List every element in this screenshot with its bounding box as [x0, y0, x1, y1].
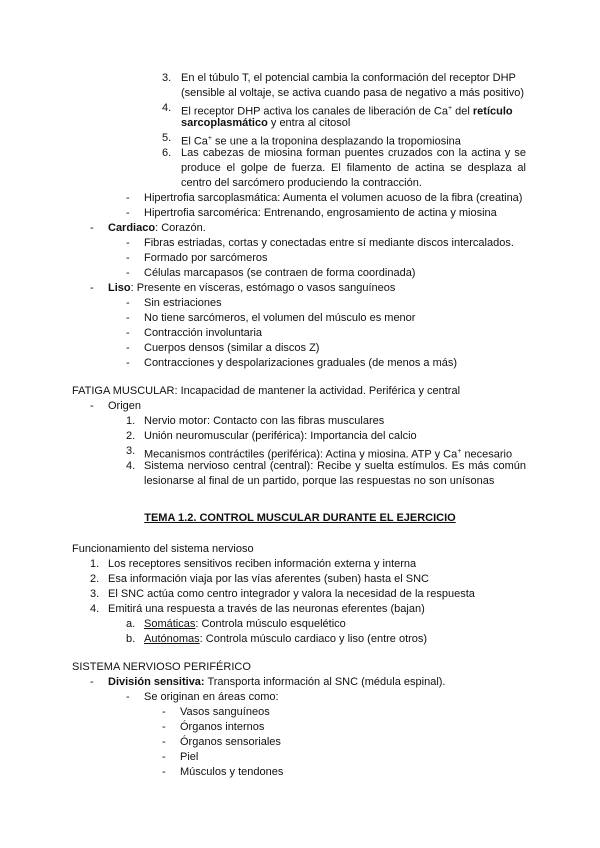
bullet-text: Liso: Presente en vísceras, estómago o vasos sanguíneos — [108, 282, 396, 294]
step-4-line-2 — [0, 116, 600, 131]
list-item — [0, 311, 600, 326]
list-number: 2. — [126, 430, 136, 442]
item-text: Unión neuromuscular (periférica): Importancia del calcio — [144, 430, 417, 442]
origen-item — [0, 399, 600, 414]
section-heading: Funcionamiento del sistema nervioso — [72, 543, 254, 555]
list-number: 3. — [126, 445, 136, 457]
bullet-text: División sensitiva: Transporta información al SNC (médula espinal). — [108, 676, 446, 688]
list-item-continuation — [0, 474, 600, 489]
cardiaco-heading — [0, 221, 600, 236]
bullet-dash: - — [126, 327, 130, 339]
section-heading: FATIGA MUSCULAR: Incapacidad de mantener la actividad. Periférica y central — [72, 385, 461, 397]
list-item — [0, 705, 600, 720]
hipertrofia-2 — [0, 206, 600, 221]
step-text: El Ca+ se une a la troponina desplazando la tropomiosina — [181, 135, 461, 148]
item-text: lesionarse al final de un partido, porque las respuestas no son unísonas — [144, 475, 495, 487]
list-item — [0, 444, 600, 459]
page-title: TEMA 1.2. CONTROL MUSCULAR DURANTE EL EJERCICIO — [144, 512, 456, 524]
bullet-dash: - — [162, 721, 166, 733]
bullet-dash: - — [126, 312, 130, 324]
list-item — [0, 429, 600, 444]
bullet-text: Hipertrofia sarcoplasmática: Aumenta el volumen acuoso de la fibra (creatina) — [144, 192, 523, 204]
bullet-text: Cardiaco: Corazón. — [108, 222, 206, 234]
step-6-line-2 — [0, 161, 600, 176]
step-4-line-1 — [0, 101, 600, 116]
list-item — [0, 356, 600, 371]
bullet-dash: - — [126, 207, 130, 219]
list-letter: a. — [126, 618, 136, 630]
bullet-text: Contracciones y despolarizaciones graduales (de menos a más) — [144, 357, 458, 369]
bullet-text: Vasos sanguíneos — [180, 706, 270, 718]
bullet-dash: - — [126, 357, 130, 369]
fatiga-heading — [0, 384, 600, 399]
list-item — [0, 765, 600, 780]
list-item — [0, 251, 600, 266]
sub-item-b — [0, 632, 600, 647]
bullet-text: Órganos sensoriales — [180, 736, 281, 748]
bullet-text: No tiene sarcómeros, el volumen del músculo es menor — [144, 312, 416, 324]
sub-item-a — [0, 617, 600, 632]
list-number: 1. — [90, 558, 100, 570]
list-item — [0, 735, 600, 750]
item-text: Los receptores sensitivos reciben información externa y interna — [108, 558, 417, 570]
step-text: produce el golpe de fuerza. El filamento de actina se desplaza al — [181, 162, 526, 174]
list-item — [0, 414, 600, 429]
bullet-dash: - — [126, 237, 130, 249]
bullet-dash: - — [162, 706, 166, 718]
item-text: El SNC actúa como centro integrador y valora la necesidad de la respuesta — [108, 588, 475, 600]
bullet-text: Contracción involuntaria — [144, 327, 263, 339]
step-text: sarcoplasmático y entra al citosol — [181, 117, 351, 129]
list-item — [0, 266, 600, 281]
hipertrofia-1 — [0, 191, 600, 206]
bullet-text: Piel — [180, 751, 199, 763]
list-item — [0, 572, 600, 587]
step-text: Las cabezas de miosina forman puentes cruzados con la actina y se — [181, 147, 526, 159]
item-text: Mecanismos contráctiles (periférica): Actina y miosina. ATP y Ca+ necesario — [144, 448, 513, 461]
step-6-line-1 — [0, 146, 600, 161]
bullet-dash: - — [162, 766, 166, 778]
list-item — [0, 720, 600, 735]
list-item — [0, 236, 600, 251]
step-6-line-3 — [0, 176, 600, 191]
list-item — [0, 296, 600, 311]
division-sensitiva — [0, 675, 600, 690]
bullet-text: Células marcapasos (se contraen de forma coordinada) — [144, 267, 416, 279]
step-3-line-2 — [0, 86, 600, 101]
item-text: Nervio motor: Contacto con las fibras musculares — [144, 415, 385, 427]
bullet-dash: - — [126, 267, 130, 279]
step-text: En el túbulo T, el potencial cambia la conformación del receptor DHP — [181, 72, 516, 84]
item-text: Esa información viaja por las vías aferentes (suben) hasta el SNC — [108, 573, 429, 585]
bullet-text: Hipertrofia sarcomérica: Entrenando, engrosamiento de actina y miosina — [144, 207, 497, 219]
bullet-text: Sin estriaciones — [144, 297, 222, 309]
item-text: Somáticas: Controla músculo esquelético — [144, 618, 346, 630]
bullet-dash: - — [90, 222, 94, 234]
bullet-text: Cuerpos densos (similar a discos Z) — [144, 342, 320, 354]
section-heading: SISTEMA NERVIOSO PERIFÉRICO — [72, 661, 251, 673]
list-item — [0, 557, 600, 572]
step-text: (sensible al voltaje, se activa cuando pasa de negativo a más positivo) — [181, 87, 525, 99]
bullet-dash: - — [126, 297, 130, 309]
bullet-dash: - — [90, 400, 94, 412]
list-number: 1. — [126, 415, 136, 427]
step-5 — [0, 131, 600, 146]
bullet-text: Se originan en áreas como: — [144, 691, 279, 703]
bullet-dash: - — [126, 691, 130, 703]
list-number: 3. — [90, 588, 100, 600]
step-text: El receptor DHP activa los canales de liberación de Ca+ del retículo — [181, 105, 513, 118]
list-item — [0, 587, 600, 602]
list-number: 4. — [90, 603, 100, 615]
funcionamiento-heading — [0, 542, 600, 557]
liso-heading — [0, 281, 600, 296]
list-number: 3. — [162, 72, 172, 84]
list-item — [0, 750, 600, 765]
bullet-dash: - — [126, 252, 130, 264]
item-text: Sistema nervioso central (central): Recibe y suelta estímulos. Es más común — [144, 460, 526, 472]
bullet-dash: - — [162, 751, 166, 763]
list-number: 4. — [162, 102, 172, 114]
step-text: centro del sarcómero produciendo la contracción. — [181, 177, 422, 189]
bullet-text: Origen — [108, 400, 142, 412]
list-number: 6. — [162, 147, 172, 159]
origin-item — [0, 690, 600, 705]
bullet-dash: - — [162, 736, 166, 748]
snp-heading — [0, 660, 600, 675]
bullet-dash: - — [126, 342, 130, 354]
step-3-line-1 — [0, 71, 600, 86]
item-text: Emitirá una respuesta a través de las neuronas eferentes (bajan) — [108, 603, 425, 615]
bullet-dash: - — [90, 282, 94, 294]
bullet-text: Órganos internos — [180, 721, 265, 733]
list-item — [0, 602, 600, 617]
list-number: 5. — [162, 132, 172, 144]
list-number: 2. — [90, 573, 100, 585]
list-letter: b. — [126, 633, 136, 645]
item-text: Autónomas: Controla músculo cardiaco y liso (entre otros) — [144, 633, 428, 645]
list-item — [0, 341, 600, 356]
bullet-text: Músculos y tendones — [180, 766, 284, 778]
list-item — [0, 326, 600, 341]
list-number: 4. — [126, 460, 136, 472]
list-item — [0, 459, 600, 474]
bullet-text: Formado por sarcómeros — [144, 252, 268, 264]
bullet-dash: - — [90, 676, 94, 688]
bullet-text: Fibras estriadas, cortas y conectadas entre sí mediante discos intercalados. — [144, 237, 514, 249]
bullet-dash: - — [126, 192, 130, 204]
